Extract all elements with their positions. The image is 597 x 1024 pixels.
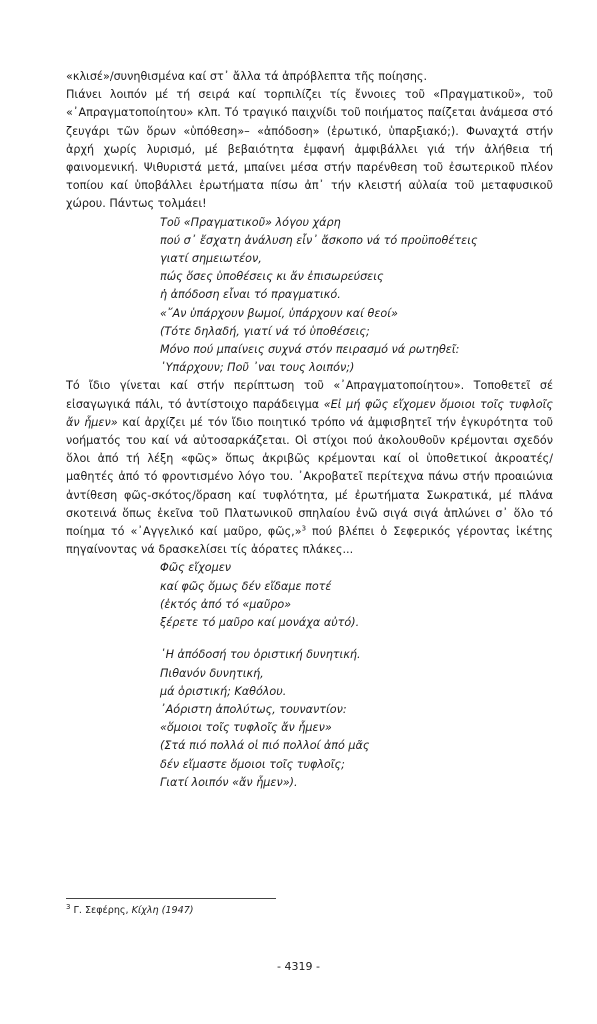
body-text — [66, 68, 553, 792]
verse-line: καί φῶς ὅμως δέν εἴδαμε ποτέ — [160, 579, 332, 593]
footnote — [66, 904, 194, 918]
verse-block-3 — [160, 646, 553, 792]
footnote-reference[interactable]: 3 — [301, 524, 307, 533]
verse-line: πώς ὅσες ὑποθέσεις κι ἄν ἐπισωρεύσεις — [160, 270, 384, 284]
footnote-number: 3 — [66, 902, 71, 911]
verse-line: Μόνο πού μπαίνεις συχνά στόν πειρασμό νά ρωτηθεῖ: — [160, 343, 460, 357]
paragraph-3 — [66, 377, 553, 559]
paragraph-1: «κλισέ»/συνηθισμένα καί στ᾽ ἄλλα τά ἀπρόβλεπτα τῆς ποίησης. — [66, 70, 428, 83]
verse-line: «῎Αν ὑπάρχουν βωμοί, ὑπάρχουν καί θεοί» — [160, 306, 398, 320]
verse-line: Γιατί λοιπόν «ἄν ἦμεν»). — [160, 775, 298, 789]
verse-line: Τοῦ «Πραγματικοῦ» λόγου χάρη — [160, 215, 341, 229]
verse-line: πού σ᾽ ἔσχατη ἀνάλυση εἶν᾽ ἄσκοπο νά τό προϋποθέτεις — [160, 233, 478, 247]
verse-line: δέν εἴμαστε ὅμοιοι τοῖς τυφλοῖς; — [160, 757, 345, 771]
quoted-phrase: «Εἰ μή φῶς εἴχομεν ὅμοιοι τοῖς τυφλοῖς ἄν ἦμεν» — [66, 397, 553, 429]
verse-block-1 — [160, 214, 553, 378]
footnote-divider — [66, 898, 276, 899]
verse-line: (Στά πιό πολλά οἱ πιό πολλοί ἀπό μᾶς — [160, 739, 370, 753]
paragraph-3-text: Τό ἴδιο γίνεται καί στήν περίπτωση τοῦ «᾽Απραγματοποίητου». Τοποθετεῖ σέ εἰσαγωγικά πάλι, τό ἀντίστοιχο παράδειγμα — [66, 379, 553, 411]
verse-line: ᾽Αόριστη ἀπολύτως, τουναντίον: — [160, 702, 347, 716]
verse-line: γιατί σημειωτέον, — [160, 252, 262, 266]
page-number: - 4319 - — [277, 960, 320, 973]
verse-line: ἡ ἀπόδοση εἶναι τό πραγματικό. — [160, 288, 341, 302]
verse-line: ξέρετε τό μαῦρο καί μονάχα αὐτό). — [160, 616, 360, 630]
verse-line: (ἐκτός ἀπό τό «μαῦρο» — [160, 597, 292, 611]
verse-line: ῾Η ἀπόδοσή του ὁριστική δυνητική. — [160, 648, 361, 662]
paragraph-3-text: πού βλέπει ὁ Σεφερικός γέροντας ἱκέτης πηγαίνοντας νά δρασκελίσει τίς ἀόρατες πλάκες... — [66, 525, 553, 557]
paragraph-3-text: καί ἀρχίζει μέ τόν ἴδιο ποιητικό τρόπο νά ἀμφισβητεῖ τήν ἐγκυρότητα τοῦ νοήματός του καί νά αὐτοσαρκάζεται. Οἱ στίχοι πού ἀκολουθοῦν κρέμονται σχεδόν ὅλοι ἀπό τή λέξη «φῶς» ὅπως ἀκριβῶς κρέμονται καί οἱ ὑποθετικοί ἀκροατές/μαθητές ἀπό τό φροντισμένο λόγο του. ᾽Ακροβατεῖ περίτεχνα πάνω στήν προαιώνια ἀντίθεση φῶς-σκότος/ὅραση καί τυφλότητα, μέ ἐρωτήματα Σωκρατικά, μέ πλάνα σκοτεινά ὅπως ἐκεῖνα τοῦ Πλατωνικοῦ σπηλαίου ἐνῶ σιγά σιγά ἁπλώνει σ᾽ ὅλο τό ποίημα τό «᾽Αγγελικό καί μαῦρο, φῶς,» — [66, 415, 554, 539]
footnote-author: Γ. Σεφέρης, — [70, 905, 132, 916]
verse-line: ῾Υπάρχουν; Ποῦ ᾽ναι τους λοιπόν;) — [160, 361, 355, 375]
verse-block-2 — [160, 559, 553, 632]
verse-line: Πιθανόν δυνητική, — [160, 666, 264, 680]
verse-line: «ὅμοιοι τοῖς τυφλοῖς ἄν ἦμεν» — [160, 721, 332, 735]
verse-line: Φῶς εἴχομεν — [160, 561, 232, 575]
footnote-title: Κίχλη (1947) — [131, 905, 194, 916]
verse-line: (Τότε δηλαδή, γιατί νά τό ὑποθέσεις; — [160, 324, 370, 338]
verse-line: μά ὁριστική; Καθόλου. — [160, 684, 287, 698]
paragraph-2: Πιάνει λοιπόν μέ τή σειρά καί τορπιλίζει τίς ἔννοιες τοῦ «Πραγματικοῦ», τοῦ «᾽Απραγματοποίητου» κλπ. Τό τραγικό παιχνίδι τοῦ ποιήματος παίζεται ἀνάμεσα στό ζευγάρι τῶν ὅρων «ὑπόθεση»– «ἀπόδοση» (ἐρωτικό, ὑπαρξιακό;). Φωναχτά στήν ἀρχή χωρίς λυρισμό, μέ βεβαιότητα ἐμφανή ἀμφιβάλλει γιά τήν ἀλήθεια τή φαινομενική. Ψιθυριστά μετά, μπαίνει μέσα στήν παρένθεση τοῦ ἐσωτερικοῦ πλέον τοπίου καί ὑποβάλλει ἐρωτήματα πίσω ἀπ᾽ τήν κλειστή αὐλαία τοῦ μεταφυσικοῦ χώρου. Πάντως τολμάει! — [66, 88, 553, 211]
